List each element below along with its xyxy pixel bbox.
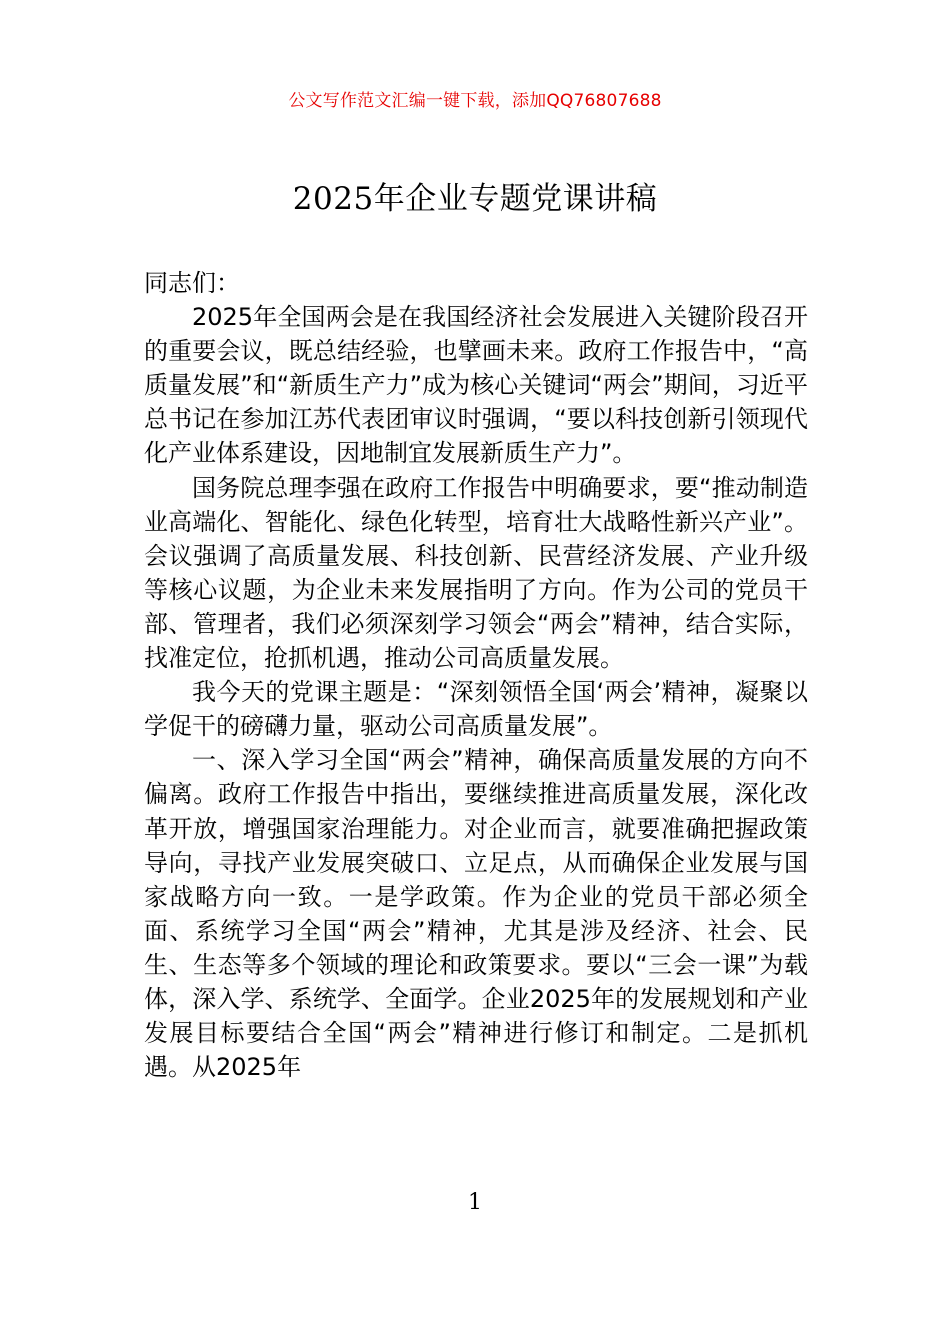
paragraph: 2025年全国两会是在我国经济社会发展进入关键阶段召开的重要会议，既总结经验，也擘画未来。政府工作报告中，“高质量发展”和“新质生产力”成为核心关键词“两会”期间，习近平总书记在参加江苏代表团审议时强调，“要以科技创新引领现代化产业体系建设，因地制宜发展新质生产力”。 — [144, 303, 808, 468]
paragraph: 一、深入学习全国“两会”精神，确保高质量发展的方向不偏离。政府工作报告中指出，要继续推进高质量发展，深化改革开放，增强国家治理能力。对企业而言，就要准确把握政策导向，寻找产业发展突破口、立足点，从而确保企业发展与国家战略方向一致。一是学政策。作为企业的党员干部必须全面、系统学习全国“两会”精神，尤其是涉及经济、社会、民生、生态等多个领域的理论和政策要求。要以“三会一课”为载体，深入学、系统学、全面学。企业2025年的发展规划和产业发展目标要结合全国“两会”精神进行修订和制定。二是抓机遇。从2025年 — [144, 746, 808, 1082]
paragraph: 我今天的党课主题是：“深刻领悟全国‘两会’精神，凝聚以学促干的磅礴力量，驱动公司高质量发展”。 — [144, 678, 808, 741]
paragraph: 国务院总理李强在政府工作报告中明确要求，要“推动制造业高端化、智能化、绿色化转型，培育壮大战略性新兴产业”。会议强调了高质量发展、科技创新、民营经济发展、产业升级等核心议题，为企业未来发展指明了方向。作为公司的党员干部、管理者，我们必须深刻学习领会“两会”精神，结合实际，找准定位，抢抓机遇，推动公司高质量发展。 — [144, 473, 808, 673]
document-body — [144, 266, 808, 1084]
salutation: 同志们： — [144, 269, 240, 297]
page-title: 2025年企业专题党课讲稿 — [292, 181, 658, 217]
header-note: 公文写作范文汇编一键下载，添加QQ76807688 — [288, 91, 662, 111]
page-number: 1 — [468, 1190, 482, 1215]
